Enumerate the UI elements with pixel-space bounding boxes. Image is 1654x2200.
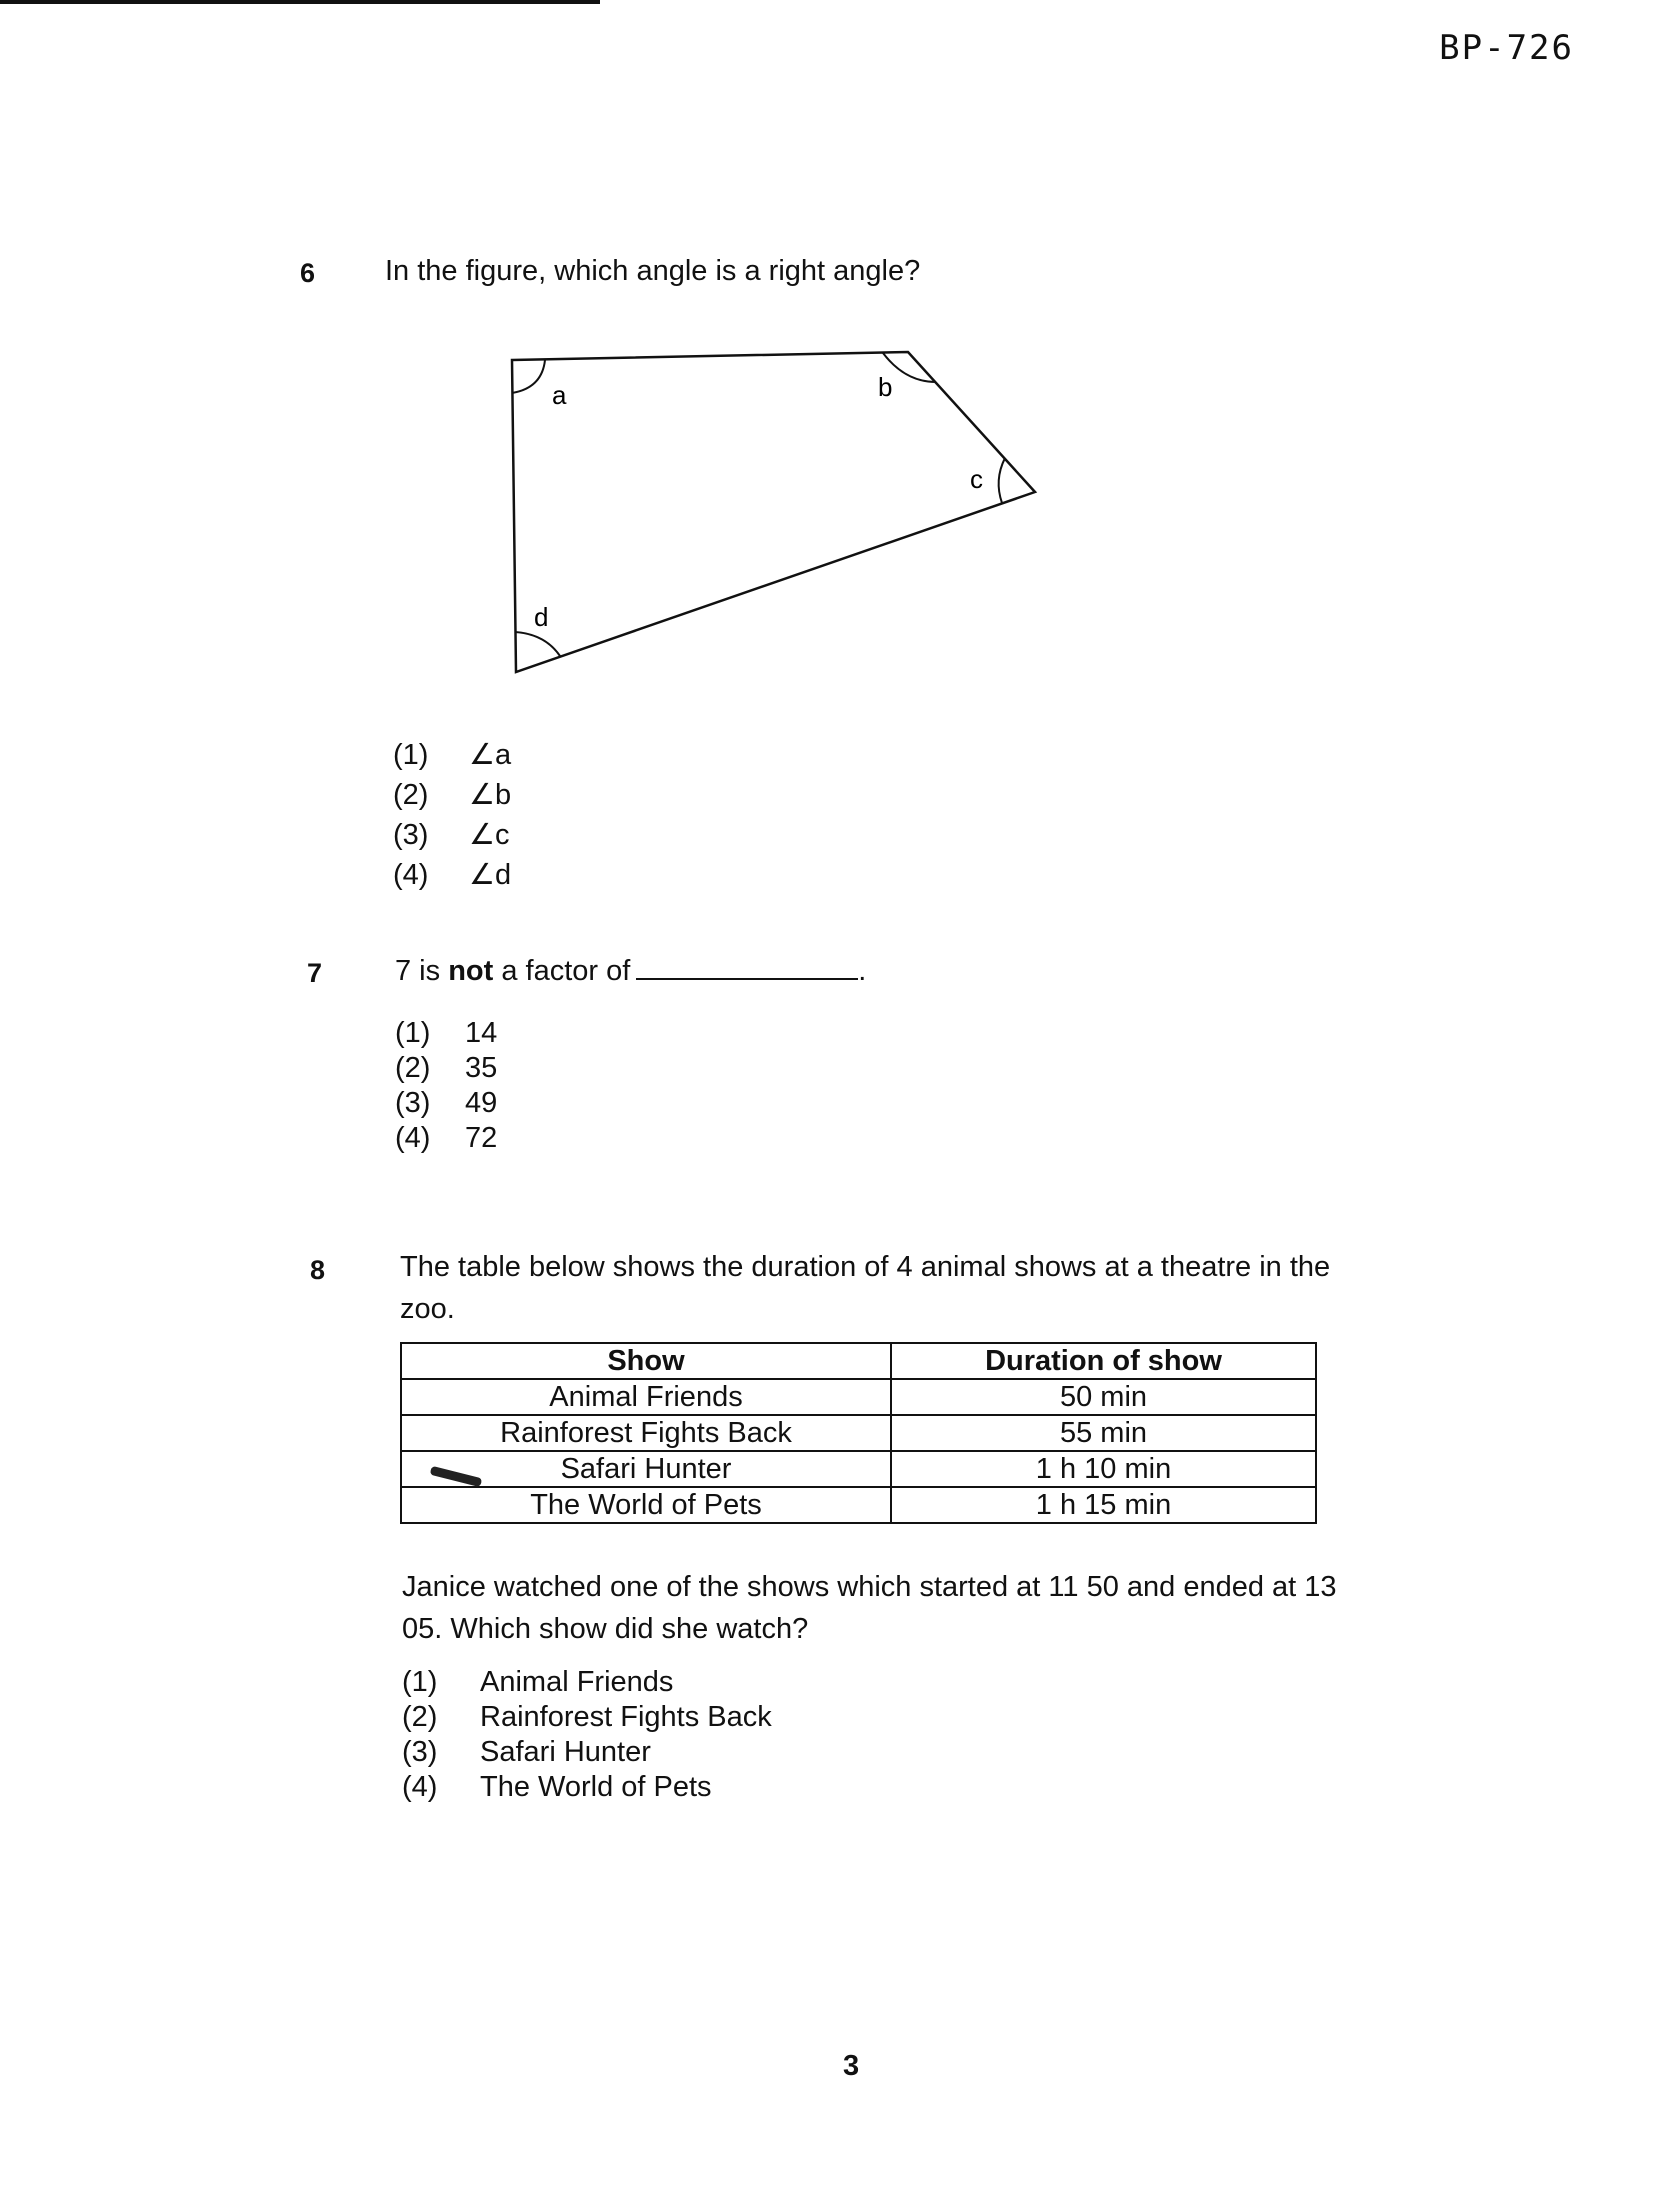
table-header-row [401, 1343, 1316, 1379]
option-item[interactable]: (2) ∠b [393, 779, 512, 811]
angle-c-arc [999, 458, 1005, 503]
shows-duration-table [400, 1342, 1317, 1524]
option-item[interactable]: (2) 35 [395, 1052, 498, 1084]
question-8-intro: The table below shows the duration of 4 animal shows at a theatre in the zoo. [400, 1251, 1331, 1325]
question-6-text: In the figure, which angle is a right angle? [385, 255, 921, 287]
angle-d-label: d [534, 602, 549, 632]
option-item[interactable]: (3) Safari Hunter [402, 1736, 651, 1768]
option-item[interactable]: (3) ∠c [393, 819, 510, 851]
angle-d-arc [515, 632, 560, 656]
question-7-number: 7 [307, 958, 323, 988]
table-row: Animal Friends 50 min [401, 1379, 1316, 1415]
table-row: Safari Hunter 1 h 10 min [401, 1451, 1316, 1487]
option-item[interactable]: (4) 72 [395, 1122, 498, 1154]
option-item[interactable]: (1) 14 [395, 1017, 498, 1049]
option-item[interactable]: (1) Animal Friends [402, 1666, 674, 1698]
top-rule [0, 0, 600, 4]
table-row: Rainforest Fights Back 55 min [401, 1415, 1316, 1451]
document-code: BP-726 [1439, 28, 1574, 68]
question-8-number: 8 [310, 1255, 326, 1285]
option-item[interactable]: (3) 49 [395, 1087, 498, 1119]
option-item[interactable]: (4) ∠d [393, 859, 512, 891]
quadrilateral-shape [512, 352, 1035, 672]
angle-b-label: b [878, 372, 893, 402]
question-8-question: Janice watched one of the shows which started at 11 50 and ended at 13 05. Which show did she watch? [402, 1571, 1337, 1645]
question-6-number: 6 [300, 258, 316, 288]
page-number: 3 [843, 2050, 860, 2082]
question-7-text: 7 is not a factor of . [395, 955, 867, 987]
option-item[interactable]: (1) ∠a [393, 739, 512, 771]
question-8-options [402, 1665, 772, 1805]
option-item[interactable]: (2) Rainforest Fights Back [402, 1701, 772, 1733]
quadrilateral-figure [500, 340, 1060, 680]
column-header-duration: Duration of show [891, 1343, 1316, 1379]
column-header-show: Show [401, 1343, 891, 1379]
angle-a-label: a [552, 380, 567, 410]
question-7-options [395, 1016, 497, 1156]
question-6-options [393, 735, 511, 895]
table-row: The World of Pets 1 h 15 min [401, 1487, 1316, 1523]
option-item[interactable]: (4) The World of Pets [402, 1771, 712, 1803]
angle-a-arc [512, 360, 545, 393]
answer-blank [636, 954, 858, 980]
angle-c-label: c [970, 464, 983, 494]
